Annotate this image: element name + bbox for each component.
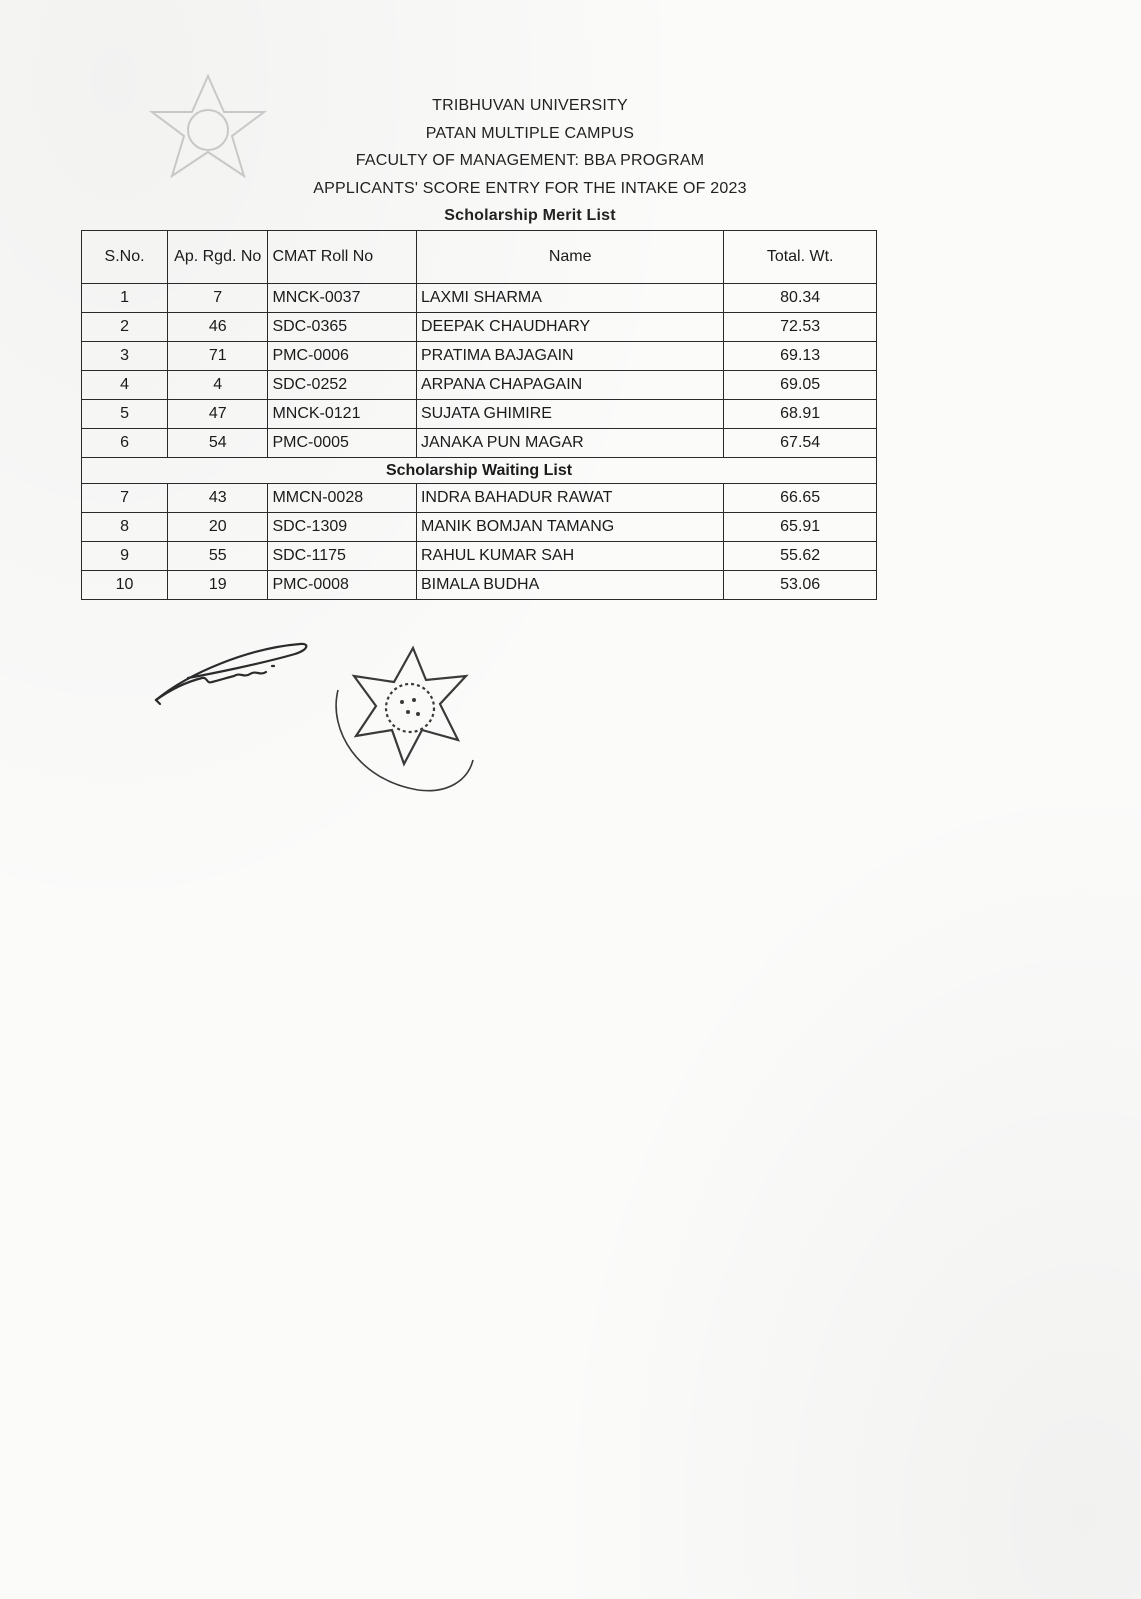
cell-cmat-roll-no: SDC-0365 [268, 313, 417, 342]
cell-cmat-roll-no: MMCN-0028 [268, 484, 417, 513]
cell-ap-rgd-no: 55 [168, 542, 268, 571]
cell-total-wt: 68.91 [724, 400, 877, 429]
table-row [82, 429, 877, 458]
faded-star-seal-icon [138, 68, 278, 198]
cell-sno: 3 [82, 342, 168, 371]
cell-total-wt: 69.05 [724, 371, 877, 400]
entry-title: APPLICANTS' SCORE ENTRY FOR THE INTAKE OF 2023 [313, 179, 747, 197]
table-header-row [82, 231, 877, 284]
table-row [82, 284, 877, 313]
cell-ap-rgd-no: 43 [168, 484, 268, 513]
table-row [82, 313, 877, 342]
cell-ap-rgd-no: 71 [168, 342, 268, 371]
cell-name: BIMALA BUDHA [416, 571, 723, 600]
cell-name: LAXMI SHARMA [416, 284, 723, 313]
cell-name: SUJATA GHIMIRE [416, 400, 723, 429]
university-name: TRIBHUVAN UNIVERSITY [432, 97, 628, 114]
cell-ap-rgd-no: 20 [168, 513, 268, 542]
cell-sno: 5 [82, 400, 168, 429]
cell-sno: 1 [82, 284, 168, 313]
waiting-list-heading-row [82, 458, 877, 484]
cell-total-wt: 66.65 [724, 484, 877, 513]
cell-cmat-roll-no: SDC-0252 [268, 371, 417, 400]
document-header [260, 92, 800, 230]
cell-cmat-roll-no: PMC-0008 [268, 571, 417, 600]
cell-total-wt: 67.54 [724, 429, 877, 458]
cell-name: PRATIMA BAJAGAIN [416, 342, 723, 371]
cell-sno: 7 [82, 484, 168, 513]
table-row [82, 571, 877, 600]
list-title: Scholarship Merit List [444, 207, 616, 224]
cell-total-wt: 80.34 [724, 284, 877, 313]
column-header-sno: S.No. [82, 231, 168, 284]
cell-ap-rgd-no: 4 [168, 371, 268, 400]
column-header-ap-rgd-no: Ap. Rgd. No [168, 231, 268, 284]
cell-cmat-roll-no: SDC-1309 [268, 513, 417, 542]
waiting-list-heading-body [82, 458, 877, 484]
cell-total-wt: 55.62 [724, 542, 877, 571]
cell-name: RAHUL KUMAR SAH [416, 542, 723, 571]
cell-sno: 9 [82, 542, 168, 571]
cell-total-wt: 65.91 [724, 513, 877, 542]
cell-name: DEEPAK CHAUDHARY [416, 313, 723, 342]
table-row [82, 542, 877, 571]
cell-ap-rgd-no: 7 [168, 284, 268, 313]
campus-name: PATAN MULTIPLE CAMPUS [425, 124, 635, 142]
cell-cmat-roll-no: PMC-0006 [268, 342, 417, 371]
cell-name: JANAKA PUN MAGAR [416, 429, 723, 458]
column-header-total-wt: Total. Wt. [724, 231, 877, 284]
waiting-list-body [82, 484, 877, 600]
faculty-name: FACULTY OF MANAGEMENT: BBA PROGRAM [355, 152, 705, 169]
table-row [82, 400, 877, 429]
cell-cmat-roll-no: SDC-1175 [268, 542, 417, 571]
star-seal-stamp [318, 640, 493, 805]
cell-name: ARPANA CHAPAGAIN [416, 371, 723, 400]
cell-cmat-roll-no: PMC-0005 [268, 429, 417, 458]
cell-total-wt: 53.06 [724, 571, 877, 600]
cell-ap-rgd-no: 19 [168, 571, 268, 600]
cell-cmat-roll-no: MNCK-0121 [268, 400, 417, 429]
table-row [82, 342, 877, 371]
cell-total-wt: 69.13 [724, 342, 877, 371]
scholarship-table [81, 230, 877, 600]
merit-list-body [82, 284, 877, 458]
cell-sno: 8 [82, 513, 168, 542]
cell-total-wt: 72.53 [724, 313, 877, 342]
cell-sno: 4 [82, 371, 168, 400]
cell-sno: 6 [82, 429, 168, 458]
table-row [82, 513, 877, 542]
cell-sno: 10 [82, 571, 168, 600]
cell-cmat-roll-no: MNCK-0037 [268, 284, 417, 313]
column-header-name: Name [416, 231, 723, 284]
cell-name: INDRA BAHADUR RAWAT [416, 484, 723, 513]
waiting-list-title: Scholarship Waiting List [82, 458, 877, 484]
table-row [82, 371, 877, 400]
cell-ap-rgd-no: 46 [168, 313, 268, 342]
column-header-cmat-roll-no: CMAT Roll No [268, 231, 417, 284]
cell-ap-rgd-no: 54 [168, 429, 268, 458]
handwritten-signature [150, 642, 320, 722]
cell-ap-rgd-no: 47 [168, 400, 268, 429]
table-row [82, 484, 877, 513]
cell-sno: 2 [82, 313, 168, 342]
cell-name: MANIK BOMJAN TAMANG [416, 513, 723, 542]
